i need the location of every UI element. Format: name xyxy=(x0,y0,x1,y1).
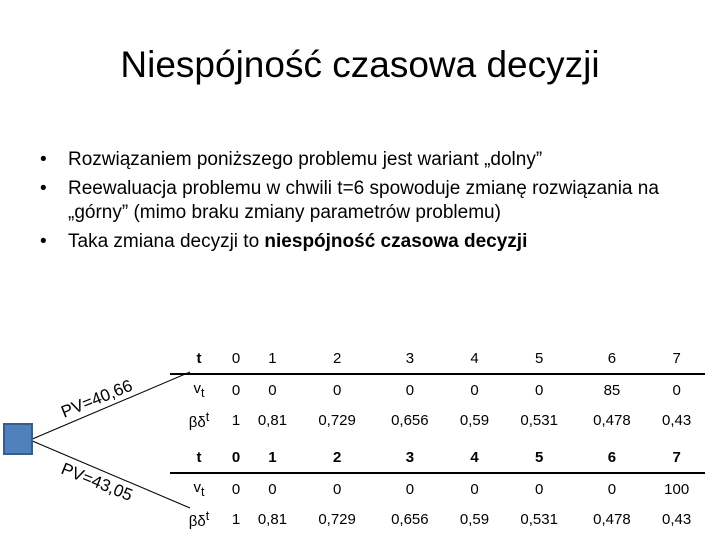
table-cell: 1 xyxy=(231,510,241,528)
decision-node xyxy=(4,424,32,454)
slide-title: Niespójność czasowa decyzji xyxy=(120,44,600,85)
table-row-v xyxy=(170,374,705,405)
table-cell: 0 xyxy=(405,381,415,399)
row-label-v: $v_t$ xyxy=(193,380,205,400)
table-row-bd xyxy=(170,504,705,534)
table-cell: 0 xyxy=(268,381,277,399)
table-cell: 1 xyxy=(244,442,301,473)
table-row-bd xyxy=(170,405,705,435)
table-cell: 4 xyxy=(446,442,503,473)
table-cell: 5 xyxy=(503,442,576,473)
table-cell: 1 xyxy=(231,411,241,429)
table-cell: 1 xyxy=(244,343,301,374)
bullet-text: Rozwiązaniem poniższego problemu jest wariant „dolny” xyxy=(68,149,543,170)
table-cell: 0,531 xyxy=(520,510,558,528)
lower-table xyxy=(170,442,705,534)
table-cell: 4 xyxy=(446,343,503,374)
table-cell: 0,81 xyxy=(257,411,288,429)
lower-pv-label: PV=43,05 xyxy=(58,459,136,505)
bullet-item xyxy=(40,230,680,254)
bullet-dot: • xyxy=(40,231,47,252)
row-label-t: t xyxy=(170,343,228,374)
upper-pv-label: PV=40,66 xyxy=(58,375,136,422)
table-cell: 0,531 xyxy=(520,411,558,429)
table-cell: 0,43 xyxy=(662,411,692,429)
table-cell: 0,478 xyxy=(593,510,631,528)
bullet-list xyxy=(40,148,680,259)
row-label-v: $v_t$ xyxy=(193,479,205,499)
table-cell: 0 xyxy=(672,381,681,399)
table-cell: 0 xyxy=(332,480,342,498)
table-cell: 0 xyxy=(607,480,617,498)
table-cell: 0,59 xyxy=(459,411,490,429)
table-cell: 85 xyxy=(603,381,621,399)
table-cell: 0 xyxy=(231,381,241,399)
table-cell: 6 xyxy=(576,343,649,374)
row-label-bd: $\beta\delta^t$ xyxy=(188,409,210,431)
table-cell: 0 xyxy=(228,343,244,374)
table-cell: 0,59 xyxy=(459,510,490,528)
table-cell: 7 xyxy=(648,442,705,473)
table-cell: 0,478 xyxy=(593,411,631,429)
table-cell: 0,656 xyxy=(391,510,429,528)
lower-branch xyxy=(30,440,190,508)
table-row-v xyxy=(170,473,705,504)
table-cell: 0 xyxy=(535,480,544,498)
table-cell: 0,729 xyxy=(318,510,356,528)
table-cell: 3 xyxy=(373,343,446,374)
bullet-item xyxy=(40,177,680,225)
table-cell: 0 xyxy=(470,381,479,399)
table-cell: 6 xyxy=(576,442,649,473)
table-cell: 0 xyxy=(228,442,244,473)
table-cell: 0,81 xyxy=(257,510,288,528)
table-cell: 0,656 xyxy=(391,411,429,429)
table-cell: 0 xyxy=(332,381,342,399)
bullet-dot: • xyxy=(40,149,47,170)
bullet-text: Reewaluacja problemu w chwili t=6 spowoduje zmianę rozwiązania na „górny” (mimo braku zmiany parametrów problemu) xyxy=(68,178,659,223)
table-row-t xyxy=(170,343,705,374)
table-cell: 2 xyxy=(301,442,374,473)
table-cell: 0 xyxy=(268,480,277,498)
table-cell: 0,43 xyxy=(662,510,692,528)
table-cell: 0,729 xyxy=(318,411,356,429)
row-label-bd: $\beta\delta^t$ xyxy=(188,508,210,530)
table-cell: 0 xyxy=(470,480,479,498)
bullet-text: Taka zmiana decyzji to xyxy=(68,231,265,252)
table-row-t xyxy=(170,442,705,473)
bullet-item xyxy=(40,148,680,172)
table-cell: 100 xyxy=(664,480,690,498)
table-cell: 0 xyxy=(535,381,544,399)
upper-table xyxy=(170,343,705,435)
table-cell: 3 xyxy=(373,442,446,473)
bullet-dot: • xyxy=(40,178,47,199)
table-cell: 7 xyxy=(648,343,705,374)
table-cell: 2 xyxy=(301,343,374,374)
table-cell: 0 xyxy=(231,480,241,498)
bullet-bold-text: niespójność czasowa decyzji xyxy=(264,231,528,252)
row-label-t: t xyxy=(170,442,228,473)
table-cell: 5 xyxy=(503,343,576,374)
table-cell: 0 xyxy=(405,480,415,498)
